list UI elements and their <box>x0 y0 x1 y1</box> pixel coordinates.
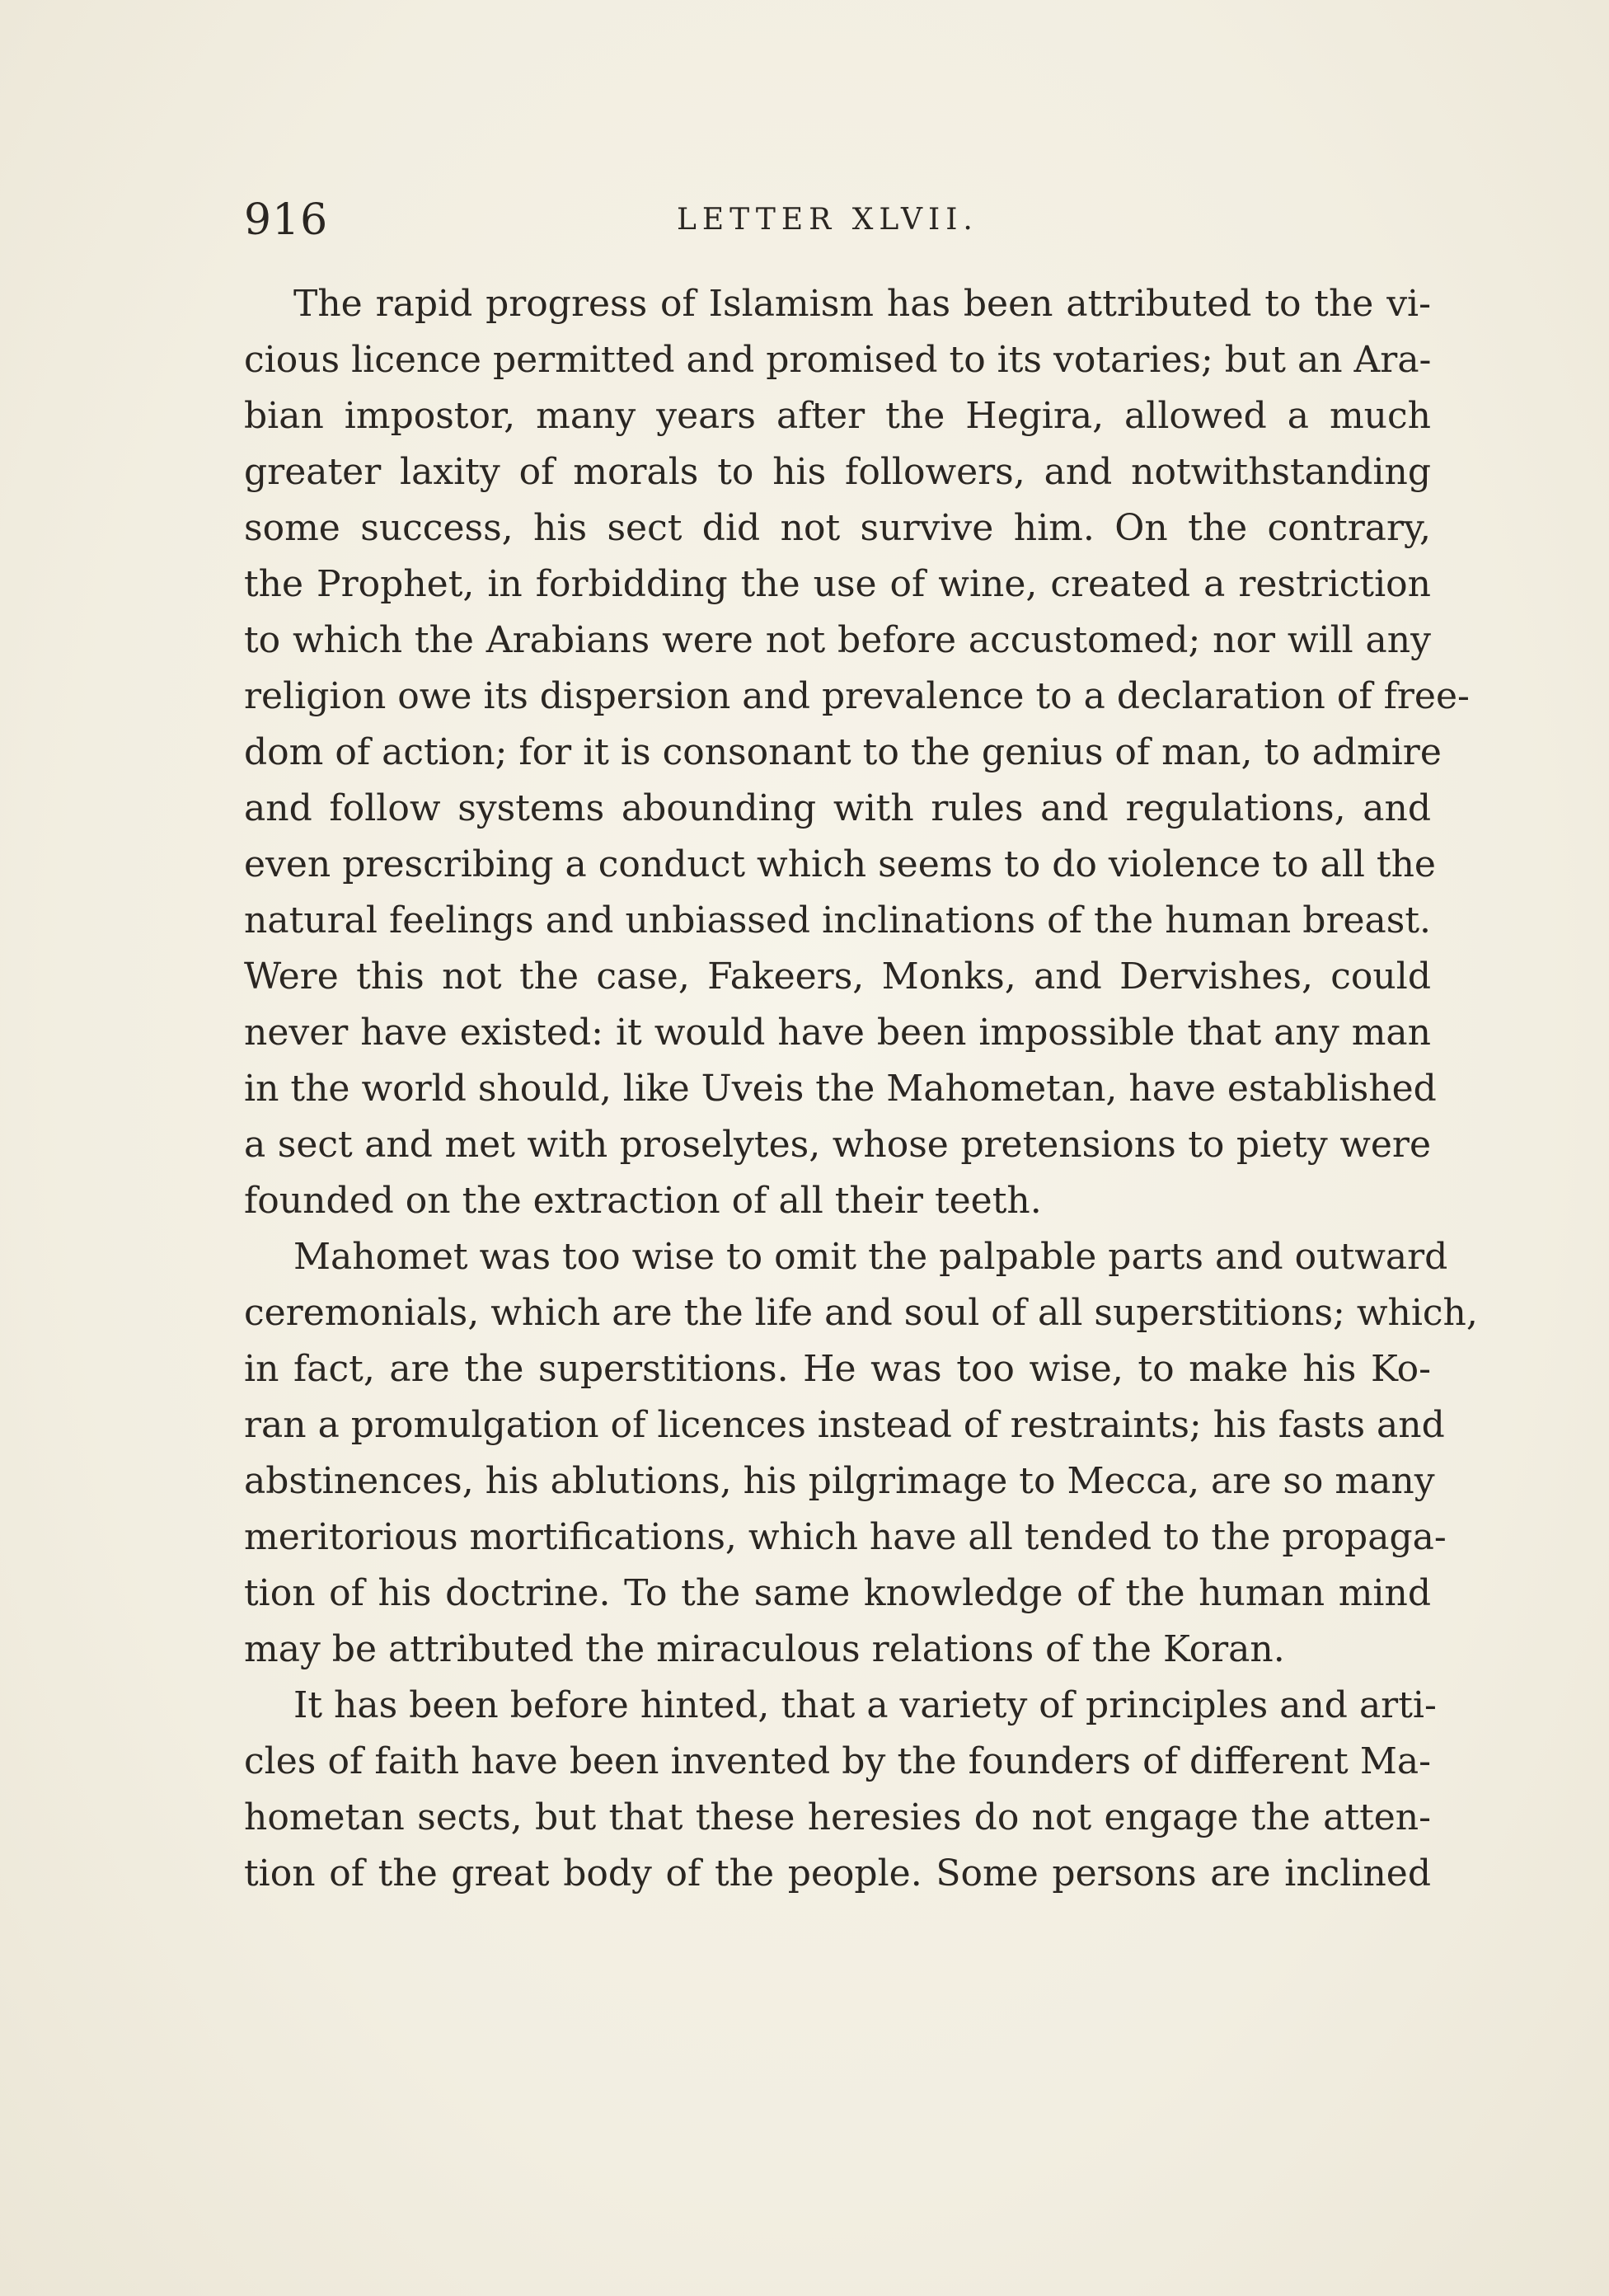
text-line: even prescribing a conduct which seems to do violence to all the <box>244 843 1436 885</box>
text-line: never have existed: it would have been impossible that any man <box>244 1012 1431 1054</box>
text-line: natural feelings and unbiassed inclinations of the human breast. <box>244 899 1431 941</box>
text-line: The rapid progress of Islamism has been attributed to the vi- <box>293 283 1431 325</box>
text-line: tion of his doctrine. To the same knowledge of the human mind <box>244 1572 1431 1614</box>
text-line: meritorious mortifications, which have all tended to the propaga- <box>244 1516 1447 1558</box>
text-line: abstinences, his ablutions, his pilgrimage to Mecca, are so many <box>244 1460 1435 1502</box>
text-line: dom of action; for it is consonant to the genius of man, to admire <box>244 731 1442 773</box>
text-line: religion owe its dispersion and prevalence to a declaration of free- <box>244 675 1470 717</box>
text-line: It has been before hinted, that a variety of principles and arti- <box>293 1684 1437 1726</box>
paragraph-2 <box>244 1229 1478 1678</box>
text-line: may be attributed the miraculous relations of the Koran. <box>244 1628 1285 1670</box>
text-line: a sect and met with proselytes, whose pretensions to piety were <box>244 1124 1431 1166</box>
text-line: some success, his sect did not survive him. On the contrary, <box>244 507 1431 549</box>
running-head <box>244 191 1431 249</box>
text-line: cles of faith have been invented by the founders of different Ma- <box>244 1740 1431 1782</box>
paragraph-1 <box>244 276 1470 1229</box>
paragraph-3 <box>244 1678 1437 1902</box>
text-line: and follow systems abounding with rules and regulations, and <box>244 787 1431 829</box>
text-line: Mahomet was too wise to omit the palpable parts and outward <box>293 1236 1448 1278</box>
text-line: bian impostor, many years after the Hegira, allowed a much <box>244 395 1431 437</box>
text-line: tion of the great body of the people. Some persons are inclined <box>244 1852 1431 1895</box>
text-line: in fact, are the superstitions. He was too wise, to make his Ko- <box>244 1348 1431 1390</box>
text-line: the Prophet, in forbidding the use of wine, created a restriction <box>244 563 1431 605</box>
text-line: ceremonials, which are the life and soul of all superstitions; which, <box>244 1292 1478 1334</box>
text-line: Were this not the case, Fakeers, Monks, and Dervishes, could <box>244 955 1431 998</box>
text-line: in the world should, like Uveis the Mahometan, have established <box>244 1068 1437 1110</box>
page-number: 916 <box>244 195 329 245</box>
text-line: cious licence permitted and promised to its votaries; but an Ara- <box>244 339 1432 381</box>
running-title: LETTER XLVII. <box>677 203 978 237</box>
text-line: hometan sects, but that these heresies do not engage the atten- <box>244 1796 1431 1838</box>
body-text <box>244 276 1478 1902</box>
text-line: to which the Arabians were not before accustomed; nor will any <box>244 619 1431 661</box>
text-line: ran a promulgation of licences instead of restraints; his fasts and <box>244 1404 1445 1446</box>
text-line: founded on the extraction of all their teeth. <box>244 1180 1042 1222</box>
text-line: greater laxity of morals to his followers, and notwithstanding <box>244 451 1431 493</box>
